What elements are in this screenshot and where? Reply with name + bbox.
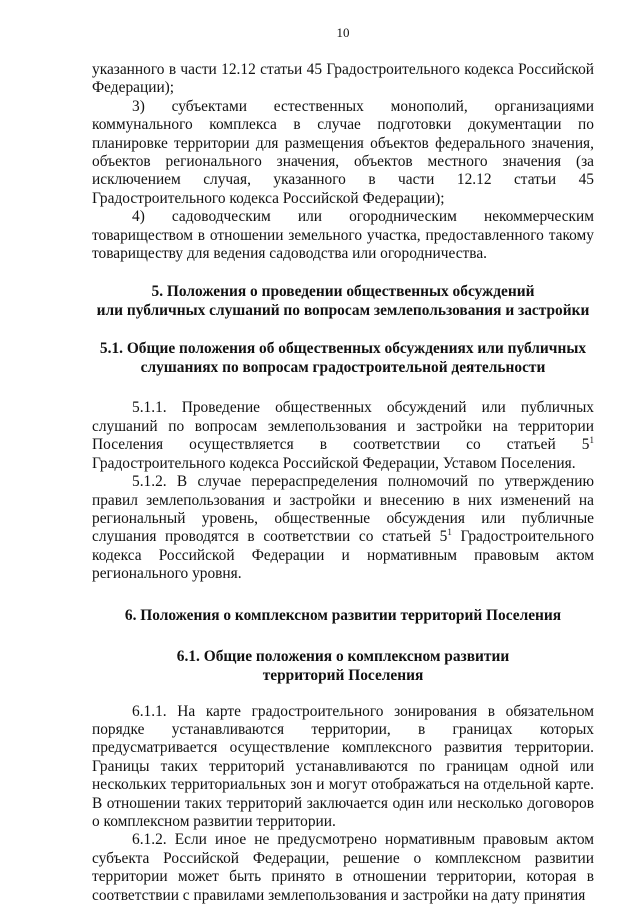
paragraph-5-1-2 bbox=[92, 473, 594, 583]
superscript-1: 1 bbox=[447, 527, 452, 538]
document-page bbox=[92, 24, 594, 905]
paragraph-6-1-1: 6.1.1. На карте градостроительного зонирования в обязательном порядке устанавливаются территории, в границах которых предусматривается осуществление комплексного развития территории. Границы таких территорий устанавливаются по границам одной или нескольких территориальных зон и могут отображаться на отдельной карте. В отношении таких территорий заключается один или несколько договоров о комплексном развитии территории. bbox=[92, 702, 594, 830]
subsection-5-1-title-line-2: слушаниях по вопросам градостроительной деятельности bbox=[140, 359, 546, 377]
paragraph-6-1-2: 6.1.2. Если иное не предусмотрено нормативным правовым актом субъекта Российской Федерации, решение о комплексном развитии территории может быть принято в отношении территории, которая в соответствии с правилами землепользования и застройки на дату принятия bbox=[92, 831, 594, 904]
page-number: 10 bbox=[336, 25, 350, 40]
paragraph-5-1-1 bbox=[92, 399, 594, 473]
section-5-title-line-1: 5. Положения о проведении общественных обсуждений bbox=[151, 283, 535, 301]
subsection-6-1-title-line-1: 6.1. Общие положения о комплексном развитии bbox=[176, 647, 510, 665]
subsection-6-1-title bbox=[92, 647, 594, 685]
subsection-6-1-title-line-2: территорий Поселения bbox=[262, 666, 424, 684]
subsection-5-1-title bbox=[92, 339, 594, 377]
list-item-4: 4) садоводческим или огородническим некоммерческим товариществом в отношении земельного участка, предоставленного такому товариществу для ведения садоводства или огородничества. bbox=[92, 208, 594, 263]
section-5-title-line-2: или публичных слушаний по вопросам землепользования и застройки bbox=[96, 302, 590, 320]
subsection-5-1-title-line-1: 5.1. Общие положения об общественных обсуждениях или публичных bbox=[99, 340, 587, 358]
superscript-1: 1 bbox=[589, 435, 594, 446]
paragraph-5-1-2-text-end: Градостроительного кодекса Российской Федерации и нормативным правовым актом регионального уровня. bbox=[92, 528, 594, 583]
list-item-3: 3) субъектами естественных монополий, организациями коммунального комплекса в случае подготовки документации по планировке территории для размещения объектов федерального значения, объектов регионального значения, объектов местного значения (за исключением случая, указанного в части 12.12 статьи 45 Градостроительного кодекса Российской Федерации); bbox=[92, 97, 594, 207]
section-5-title bbox=[92, 282, 594, 320]
paragraph-5-1-2-text: 5.1.2. В случае перераспределения полномочий по утверждению правил землепользования и застройки и внесению в них изменений на региональный уровень, общественные обсуждения или публичные слушания проводятся в соответствии со статьей 5 bbox=[92, 473, 594, 546]
paragraph-continuation: указанного в части 12.12 статьи 45 Градостроительного кодекса Российской Федерации); bbox=[92, 61, 594, 97]
paragraph-5-1-1-text: 5.1.1. Проведение общественных обсуждений или публичных слушаний по вопросам землепользования и застройки на территории Поселения осуществляется в соответствии со статьей 5 bbox=[92, 399, 594, 454]
paragraph-5-1-1-text-end: Градостроительного кодекса Российской Федерации, Уставом Поселения. bbox=[92, 454, 576, 472]
section-6-title: 6. Положения о комплексном развитии территорий Поселения bbox=[124, 606, 562, 624]
